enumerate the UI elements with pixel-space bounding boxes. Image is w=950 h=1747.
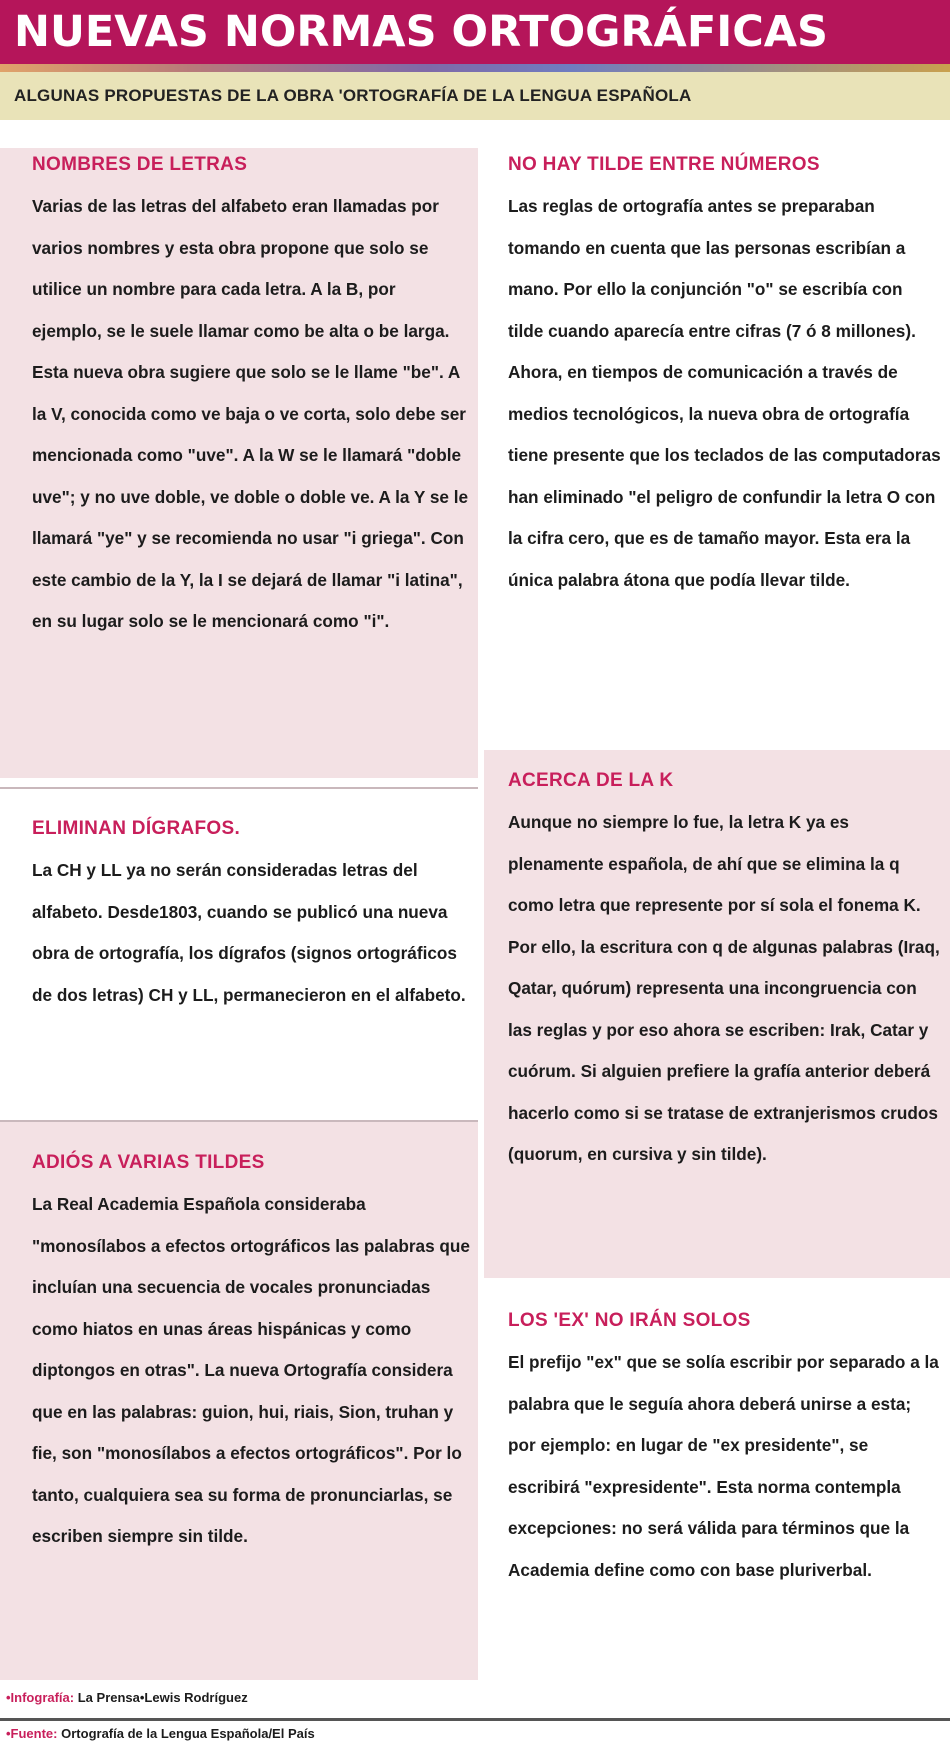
section-eliminan-digrafos xyxy=(0,810,478,1100)
section-nombres-letras xyxy=(0,148,478,778)
section-body: Las reglas de ortografía antes se preparaban tomando en cuenta que las personas escribían a mano. Por ello la conjunción "o" se escribía con tilde cuando aparecía entre cifras (7 ó 8 millones). Ahora, en tiempos de comunicación a través de medios tecnológicos, la nueva obra de ortografía tiene presente que los teclados de las computadoras han eliminado "el peligro de confundir la letra O con la cifra cero, que es de tamaño mayor. Esta era la única palabra átona que podía llevar tilde. xyxy=(508,196,941,590)
title-stripe xyxy=(0,64,950,72)
section-heading: LOS 'EX' NO IRÁN SOLOS xyxy=(508,1310,751,1331)
section-body: Varias de las letras del alfabeto eran llamadas por varios nombres y esta obra propone que solo se utilice un nombre para cada letra. A la B, por ejemplo, se le suele llamar como be alta o be larga. Esta nueva obra sugiere que solo se le llame "be". A la V, conocida como ve baja o ve corta, solo debe ser mencionada como "uve". A la W se le llamará "doble uve"; y no uve doble, ve doble o doble ve. A la Y se le llamará "ye" y se recomienda no usar "i griega". Con este cambio de la Y, la I se dejará de llamar "i latina", en su lugar solo se le mencionará como "i". xyxy=(32,196,469,631)
subtitle-bar xyxy=(0,72,950,120)
section-ex xyxy=(478,1290,950,1690)
credit-infografia xyxy=(6,1690,248,1705)
credit-fuente xyxy=(6,1726,315,1741)
credit-label: •Infografía: xyxy=(6,1690,75,1705)
page-subtitle: ALGUNAS PROPUESTAS DE LA OBRA 'ORTOGRAFÍA DE LA LENGUA ESPAÑOLA xyxy=(14,86,692,105)
section-body: La Real Academia Española consideraba "monosílabos a efectos ortográficos las palabras que incluían una secuencia de vocales pronunciadas como hiatos en unas áreas hispánicas y como diptongos en otras". La nueva Ortografía considera que en las palabras: guion, hui, riais, Sion, truhan y fie, son "monosílabos a efectos ortográficos". Por lo tanto, cualquiera sea su forma de pronunciarlas, se escriben siempre sin tilde. xyxy=(32,1194,470,1546)
section-heading: NO HAY TILDE ENTRE NÚMEROS xyxy=(508,154,820,175)
credit-value: Ortografía de la Lengua Española/El País xyxy=(61,1726,315,1741)
section-body: El prefijo "ex" que se solía escribir por separado a la palabra que le seguía ahora deberá unirse a esta; por ejemplo: en lugar de "ex presidente", se escribirá "expresidente". Esta norma contempla excepciones: no será válida para términos que la Academia define como con base pluriverbal. xyxy=(508,1352,939,1580)
credit-value: La Prensa•Lewis Rodríguez xyxy=(77,1690,248,1705)
section-heading: ADIÓS A VARIAS TILDES xyxy=(32,1152,265,1173)
title-bar xyxy=(0,0,950,64)
section-heading: ELIMINAN DÍGRAFOS. xyxy=(32,818,241,839)
section-body: La CH y LL ya no serán consideradas letras del alfabeto. Desde1803, cuando se publicó una nueva obra de ortografía, los dígrafos (signos ortográficos de dos letras) CH y LL, permanecieron en el alfabeto. xyxy=(32,860,466,1005)
section-body: Aunque no siempre lo fue, la letra K ya es plenamente española, de ahí que se elimina la q como letra que represente por sí sola el fonema K. Por ello, la escritura con q de algunas palabras (Iraq, Qatar, quórum) representa una incongruencia con las reglas y por eso ahora se escriben: Irak, Catar y cuórum. Si alguien prefiere la grafía anterior deberá hacerlo como si se tratase de extranjerismos crudos (quorum, en cursiva y sin tilde). xyxy=(508,812,940,1164)
section-acerca-k xyxy=(484,750,950,1278)
divider xyxy=(0,787,478,789)
section-adios-tildes xyxy=(0,1122,478,1680)
section-no-tilde-numeros xyxy=(478,148,950,738)
bottom-divider xyxy=(0,1718,950,1721)
section-heading: ACERCA DE LA K xyxy=(508,770,674,791)
credit-label: •Fuente: xyxy=(6,1726,58,1741)
page-title: NUEVAS NORMAS ORTOGRÁFICAS xyxy=(14,7,828,57)
section-heading: NOMBRES DE LETRAS xyxy=(32,154,248,175)
